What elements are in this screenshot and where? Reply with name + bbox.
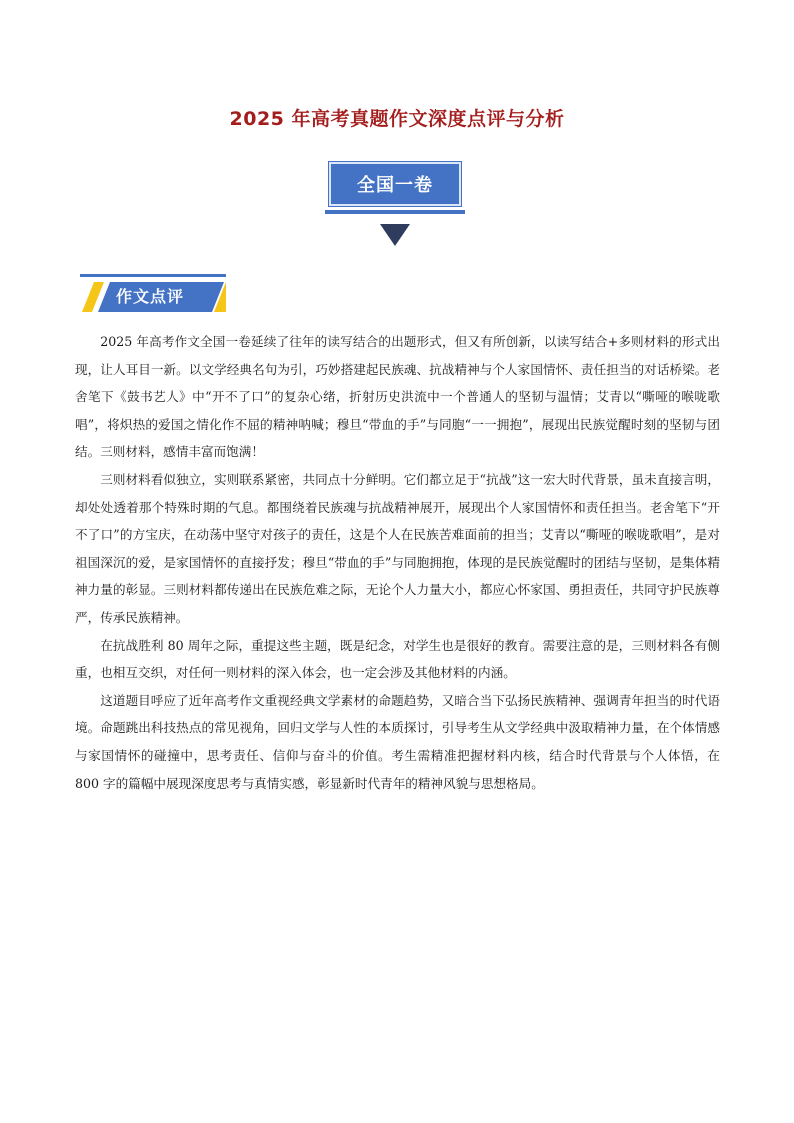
down-triangle-icon xyxy=(380,224,410,246)
page-title: 2025 年高考真题作文深度点评与分析 xyxy=(229,108,565,130)
section-header xyxy=(80,272,226,316)
volume-underline xyxy=(325,210,465,214)
article-body xyxy=(75,328,720,797)
paragraph: 这道题目呼应了近年高考作文重视经典文学素材的命题趋势，又暗合当下弘扬民族精神、强调青年担当的时代语境。命题跳出科技热点的常见视角，回归文学与人性的本质探讨，引导考生从文学经典中汲取精神力量，在个体情感与家国情怀的碰撞中，思考责任、信仰与奋斗的价值。考生需精准把握材料内核，结合时代背景与个人体悟，在 800 字的篇幅中展现深度思考与真情实感，彰显新时代青年的精神风貌与思想格局。 xyxy=(75,692,720,791)
paragraph: 三则材料看似独立，实则联系紧密，共同点十分鲜明。它们都立足于“抗战”这一宏大时代背景，虽未直接言明，却处处透着那个特殊时期的气息。都围绕着民族魂与抗战精神展开，展现出个人家国情怀和责任担当。老舍笔下“开不了口”的方宝庆，在动荡中坚守对孩子的责任，这是个人在民族苦难面前的担当；艾青以“嘶哑的喉咙歌唱”，是对祖国深沉的爱，是家国情怀的直接抒发；穆旦“带血的手”与同胞拥抱，体现的是民族觉醒时的团结与坚韧，是集体精神力量的彰显。三则材料都传递出在民族危难之际，无论个人力量大小，都应心怀家国、勇担责任，共同守护民族尊严，传承民族精神。 xyxy=(75,471,720,625)
volume-box xyxy=(329,162,461,206)
paragraph: 2025 年高考作文全国一卷延续了往年的读写结合的出题形式，但又有所创新，以读写结合+多则材料的形式出现，让人耳目一新。以文学经典名句为引，巧妙搭建起民族魂、抗战精神与个人家国情怀、责任担当的对话桥梁。老舍笔下《鼓书艺人》中“开不了口”的复杂心绪，折射历史洪流中一个普通人的坚韧与温情；艾青以“嘶哑的喉咙歌唱”，将炽热的爱国之情化作不屈的精神呐喊；穆旦“带血的手”与同胞“一一拥抱”，展现出民族觉醒时刻的坚韧与团结。三则材料，感情丰富而饱满！ xyxy=(75,334,720,460)
volume-label: 全国一卷 xyxy=(357,175,433,196)
volume-badge xyxy=(325,158,465,216)
paragraph: 在抗战胜利 80 周年之际，重提这些主题，既是纪念，对学生也是很好的教育。需要注意的是，三则材料各有侧重，也相互交织，对任何一则材料的深入体会，也一定会涉及其他材料的内涵。 xyxy=(75,637,720,681)
section-label: 作文点评 xyxy=(116,287,185,306)
